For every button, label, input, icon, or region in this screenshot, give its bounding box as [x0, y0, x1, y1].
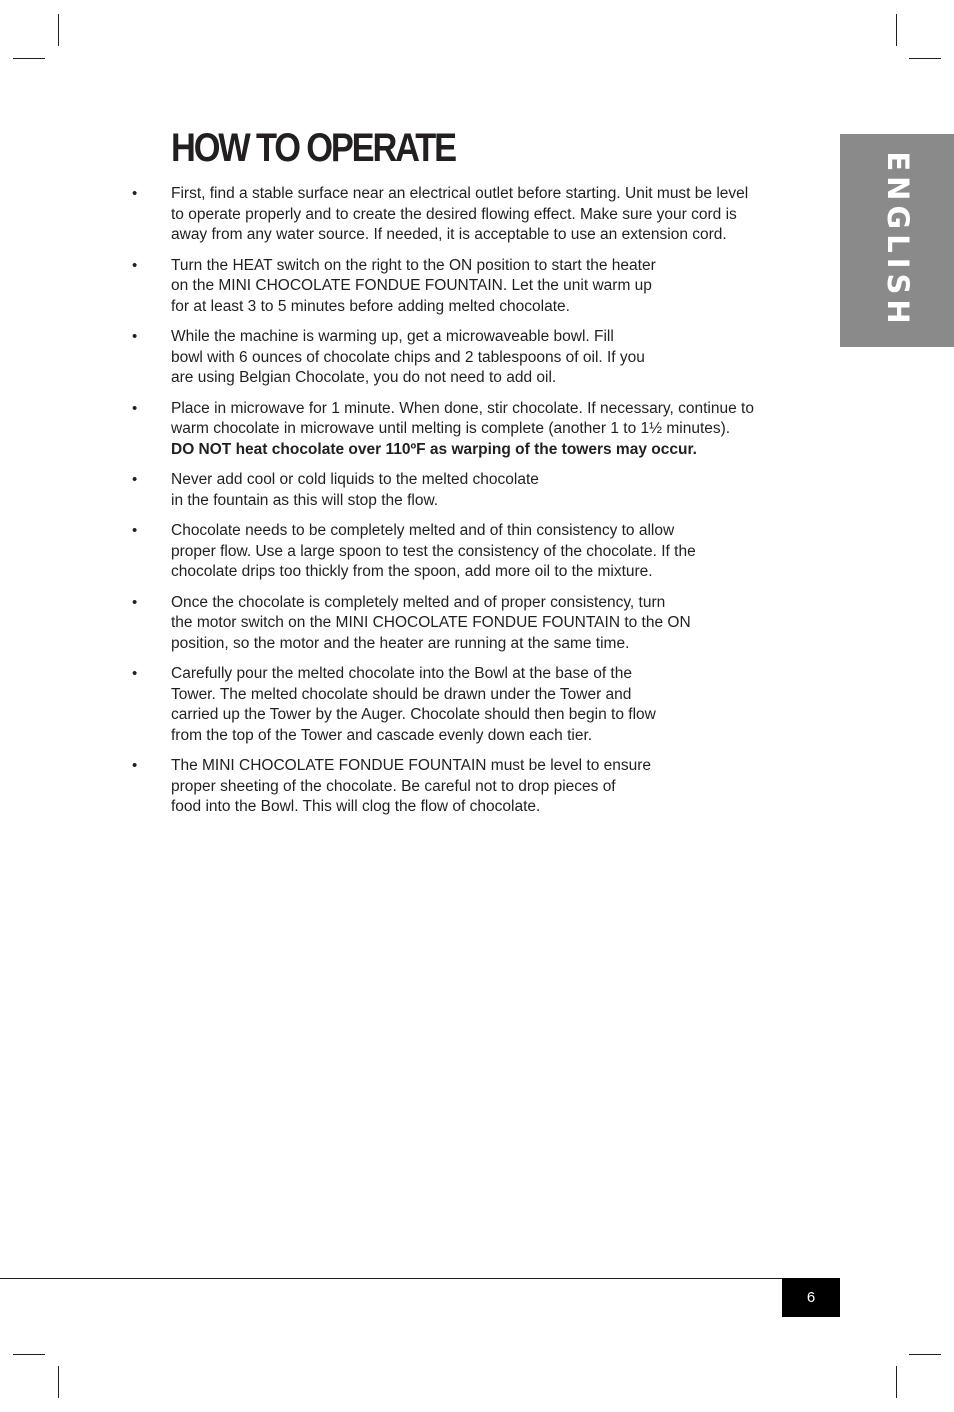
instruction-line: Once the chocolate is completely melted and of proper consistency, turn — [171, 593, 666, 611]
crop-mark — [896, 1366, 897, 1398]
warning-text: DO NOT heat chocolate over 110ºF as warping of the towers may occur. — [171, 440, 697, 458]
crop-mark — [58, 1366, 59, 1398]
instruction-line: for at least 3 to 5 minutes before adding melted chocolate. — [171, 297, 570, 315]
instruction-text — [171, 756, 771, 818]
instruction-line: proper flow. Use a large spoon to test the consistency of the chocolate. If the — [171, 542, 696, 560]
instruction-line: proper sheeting of the chocolate. Be careful not to drop pieces of — [171, 777, 616, 795]
instruction-line: Carefully pour the melted chocolate into the Bowl at the base of the — [171, 665, 632, 682]
instruction-text — [171, 521, 771, 583]
instruction-line: bowl with 6 ounces of chocolate chips and 2 tablespoons of oil. If you — [171, 348, 645, 366]
crop-mark — [896, 14, 897, 46]
instruction-line: are using Belgian Chocolate, you do not need to add oil. — [171, 369, 557, 386]
instruction-text — [171, 399, 771, 461]
instruction-line: Never add cool or cold liquids to the melted chocolate — [171, 471, 539, 488]
bullet-marker: • — [132, 757, 138, 774]
instruction-list — [0, 184, 840, 828]
instruction-line: the motor switch on the MINI CHOCOLATE FONDUE FOUNTAIN to the ON — [171, 614, 691, 631]
crop-mark — [13, 58, 45, 59]
instruction-text — [171, 327, 771, 389]
page-title: HOW TO OPERATE — [171, 126, 455, 170]
instruction-item — [0, 470, 840, 511]
instruction-item — [0, 756, 840, 818]
instruction-item — [0, 184, 840, 246]
instruction-item — [0, 593, 840, 655]
bullet-marker: • — [132, 185, 138, 202]
instruction-text — [171, 664, 771, 746]
page-number-box — [782, 1278, 840, 1317]
instruction-line: food into the Bowl. This will clog the flow of chocolate. — [171, 798, 541, 815]
instruction-text — [171, 470, 771, 511]
instruction-line: away from any water source. If needed, it is acceptable to use an extension cord. — [171, 226, 727, 243]
bullet-marker: • — [132, 522, 138, 539]
instruction-line: chocolate drips too thickly from the spoon, add more oil to the mixture. — [171, 563, 653, 580]
instruction-line: The MINI CHOCOLATE FONDUE FOUNTAIN must be level to ensure — [171, 757, 652, 774]
crop-mark — [58, 14, 59, 46]
language-tab — [840, 134, 954, 347]
instruction-line: Tower. The melted chocolate should be drawn under the Tower and — [171, 685, 632, 703]
instruction-line: in the fountain as this will stop the flow. — [171, 491, 439, 509]
bullet-marker: • — [132, 471, 138, 488]
language-tab-label: ENGLISH — [881, 151, 915, 329]
page-number: 6 — [806, 1289, 816, 1306]
instruction-line: warm chocolate in microwave until melting is complete (another 1 to 1½ minutes). — [171, 420, 731, 437]
bullet-marker: • — [132, 399, 138, 417]
bullet-marker: • — [132, 256, 138, 274]
instruction-text — [171, 256, 771, 318]
instruction-line: position, so the motor and the heater are running at the same time. — [171, 634, 630, 652]
instruction-item — [0, 521, 840, 583]
instruction-line: Place in microwave for 1 minute. When done, stir chocolate. If necessary, continue to — [171, 399, 754, 417]
bullet-marker: • — [132, 665, 138, 682]
instruction-line: First, find a stable surface near an electrical outlet before starting. Unit must be level — [171, 185, 749, 202]
instruction-text — [171, 184, 771, 246]
instruction-item — [0, 399, 840, 461]
instruction-line: to operate properly and to create the desired flowing effect. Make sure your cord is — [171, 205, 737, 223]
bullet-marker: • — [132, 593, 138, 611]
instruction-line: from the top of the Tower and cascade evenly down each tier. — [171, 726, 593, 744]
instruction-line: carried up the Tower by the Auger. Chocolate should then begin to flow — [171, 706, 656, 723]
instruction-item — [0, 664, 840, 746]
bullet-marker: • — [132, 328, 138, 345]
instruction-text — [171, 593, 771, 655]
crop-mark — [909, 58, 941, 59]
instruction-item — [0, 256, 840, 318]
instruction-line: Chocolate needs to be completely melted and of thin consistency to allow — [171, 522, 675, 539]
instruction-line: While the machine is warming up, get a microwaveable bowl. Fill — [171, 328, 614, 345]
instruction-item — [0, 327, 840, 389]
crop-mark — [909, 1354, 941, 1355]
instruction-line: on the MINI CHOCOLATE FONDUE FOUNTAIN. Let the unit warm up — [171, 277, 652, 294]
crop-mark — [13, 1354, 45, 1355]
instruction-line: Turn the HEAT switch on the right to the ON position to start the heater — [171, 256, 656, 274]
footer-rule — [0, 1278, 840, 1279]
